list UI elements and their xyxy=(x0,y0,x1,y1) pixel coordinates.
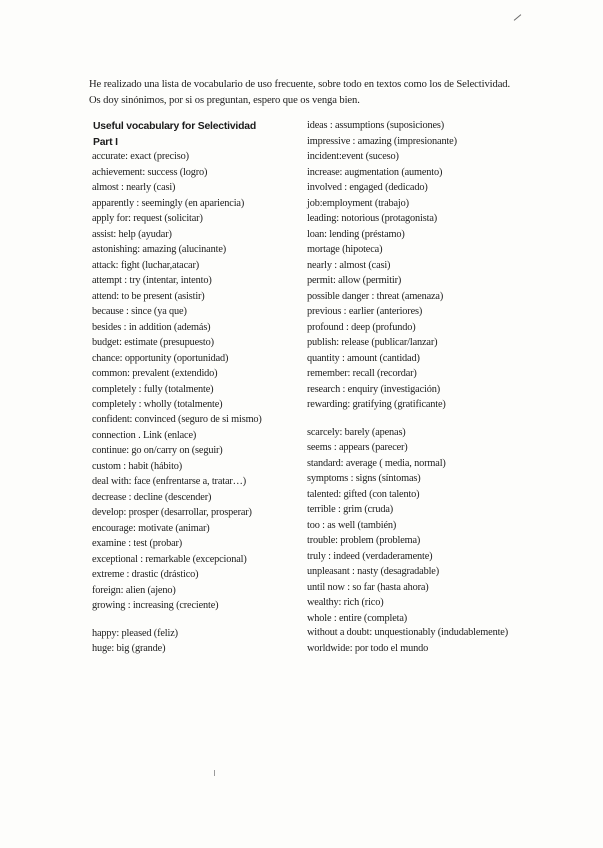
vocab-entry: huge: big (grande) xyxy=(92,643,166,654)
vocab-entry: apparently : seemingly (en apariencia) xyxy=(92,197,245,209)
pen-mark xyxy=(514,14,522,21)
vocab-entry: growing : increasing (creciente) xyxy=(92,600,219,611)
vocab-entry: loan: lending (préstamo) xyxy=(307,228,405,240)
vocab-entry: symptoms : signs (síntomas) xyxy=(307,473,421,484)
vocab-entry: almost : nearly (casi) xyxy=(92,182,176,193)
vocab-entry: talented: gifted (con talento) xyxy=(307,488,420,500)
vocab-entry: standard: average ( media, normal) xyxy=(307,457,446,469)
vocab-entry: happy: pleased (feliz) xyxy=(92,627,178,639)
vocab-entry: truly : indeed (verdaderamente) xyxy=(307,550,433,562)
vocab-entry: quantity : amount (cantidad) xyxy=(307,352,420,364)
vocab-entry: attempt : try (intentar, intento) xyxy=(92,275,212,286)
vocab-entry: incident:event (suceso) xyxy=(307,151,399,162)
vocab-entry: apply for: request (solicitar) xyxy=(92,213,203,224)
vocab-entry: accurate: exact (preciso) xyxy=(92,151,189,162)
vocab-entry: encourage: motivate (animar) xyxy=(92,522,210,534)
vocab-entry: astonishing: amazing (alucinante) xyxy=(92,244,227,255)
vocab-entry: whole : entire (completa) xyxy=(307,612,408,624)
vocab-entry: confident: convinced (seguro de si mismo) xyxy=(92,413,262,425)
vocab-entry: decrease : decline (descender) xyxy=(92,491,212,503)
vocab-entry: develop: prosper (desarrollar, prosperar) xyxy=(92,507,252,518)
vocab-entry: assist: help (ayudar) xyxy=(92,228,172,240)
vocab-entry: besides : in addition (además) xyxy=(92,321,211,333)
vocab-entry: profound : deep (profundo) xyxy=(307,321,416,333)
vocab-entry: exceptional : remarkable (excepcional) xyxy=(92,553,247,565)
vocab-entry: seems : appears (parecer) xyxy=(307,442,408,453)
vocabulary-column-left xyxy=(92,149,306,657)
vocab-entry: research : enquiry (investigación) xyxy=(307,383,440,395)
vocab-entry: trouble: problem (problema) xyxy=(307,535,421,546)
vocab-entry: unpleasant : nasty (desagradable) xyxy=(307,566,440,577)
vocab-entry: mortage (hipoteca) xyxy=(307,244,383,255)
vocab-entry: examine : test (probar) xyxy=(92,538,183,549)
vocab-entry: leading: notorious (protagonista) xyxy=(307,213,438,224)
vocab-entry: completely : wholly (totalmente) xyxy=(92,399,223,410)
vocab-entry: too : as well (también) xyxy=(307,519,397,531)
vocab-entry: budget: estimate (presupuesto) xyxy=(92,337,214,348)
vocab-entry: wealthy: rich (rico) xyxy=(307,597,384,608)
vocab-entry: until now : so far (hasta ahora) xyxy=(307,581,429,593)
vocab-entry: foreign: alien (ajeno) xyxy=(92,584,176,596)
vocab-entry: custom : habit (hábito) xyxy=(92,460,183,472)
vocab-entry: continue: go on/carry on (seguir) xyxy=(92,445,223,456)
vocab-entry: without a doubt: unquestionably (indudablemente) xyxy=(307,627,508,638)
vocab-entry: rewarding: gratifying (gratificante) xyxy=(307,399,446,410)
vocab-entry: completely : fully (totalmente) xyxy=(92,383,214,395)
vocab-entry: publish: release (publicar/lanzar) xyxy=(307,337,438,348)
list-heading xyxy=(93,119,256,150)
vocab-entry: common: prevalent (extendido) xyxy=(92,368,218,379)
vocab-entry: attend: to be present (asistir) xyxy=(92,290,205,302)
list-title: Useful vocabulary for Selectividad xyxy=(93,121,256,132)
stray-mark xyxy=(214,770,215,776)
vocab-entry: remember: recall (recordar) xyxy=(307,368,417,379)
vocab-entry: job:employment (trabajo) xyxy=(307,197,409,209)
vocab-entry: deal with: face (enfrentarse a, tratar…) xyxy=(92,476,247,487)
vocab-entry: connection . Link (enlace) xyxy=(92,429,197,441)
vocab-entry: possible danger : threat (amenaza) xyxy=(307,290,444,302)
vocab-entry: extreme : drastic (drástico) xyxy=(92,569,199,580)
vocab-entry: involved : engaged (dedicado) xyxy=(307,182,428,193)
intro-paragraph: He realizado una lista de vocabulario de uso frecuente, sobre todo en textos como los de Selectividad. Os doy sinónimos, por si os preguntan, espero que os venga bien. xyxy=(89,79,511,106)
vocab-entry: impressive : amazing (impresionante) xyxy=(307,135,457,147)
vocab-entry: increase: augmentation (aumento) xyxy=(307,166,443,178)
vocabulary-column-right xyxy=(307,118,522,657)
vocab-entry: attack: fight (luchar,atacar) xyxy=(92,259,200,271)
vocab-entry: scarcely: barely (apenas) xyxy=(307,426,406,438)
vocab-entry: nearly : almost (casi) xyxy=(307,259,391,271)
vocab-entry: because : since (ya que) xyxy=(92,306,187,317)
vocab-entry: permit: allow (permitir) xyxy=(307,275,402,286)
vocab-entry: achievement: success (logro) xyxy=(92,166,208,178)
vocab-entry: previous : earlier (anteriores) xyxy=(307,306,423,317)
vocab-entry: chance: opportunity (oportunidad) xyxy=(92,352,229,364)
vocab-entry: terrible : grim (cruda) xyxy=(307,504,394,515)
vocab-entry: worldwide: por todo el mundo xyxy=(307,643,429,654)
vocab-entry: ideas : assumptions (suposiciones) xyxy=(307,120,445,131)
list-part-label: Part I xyxy=(93,136,118,148)
